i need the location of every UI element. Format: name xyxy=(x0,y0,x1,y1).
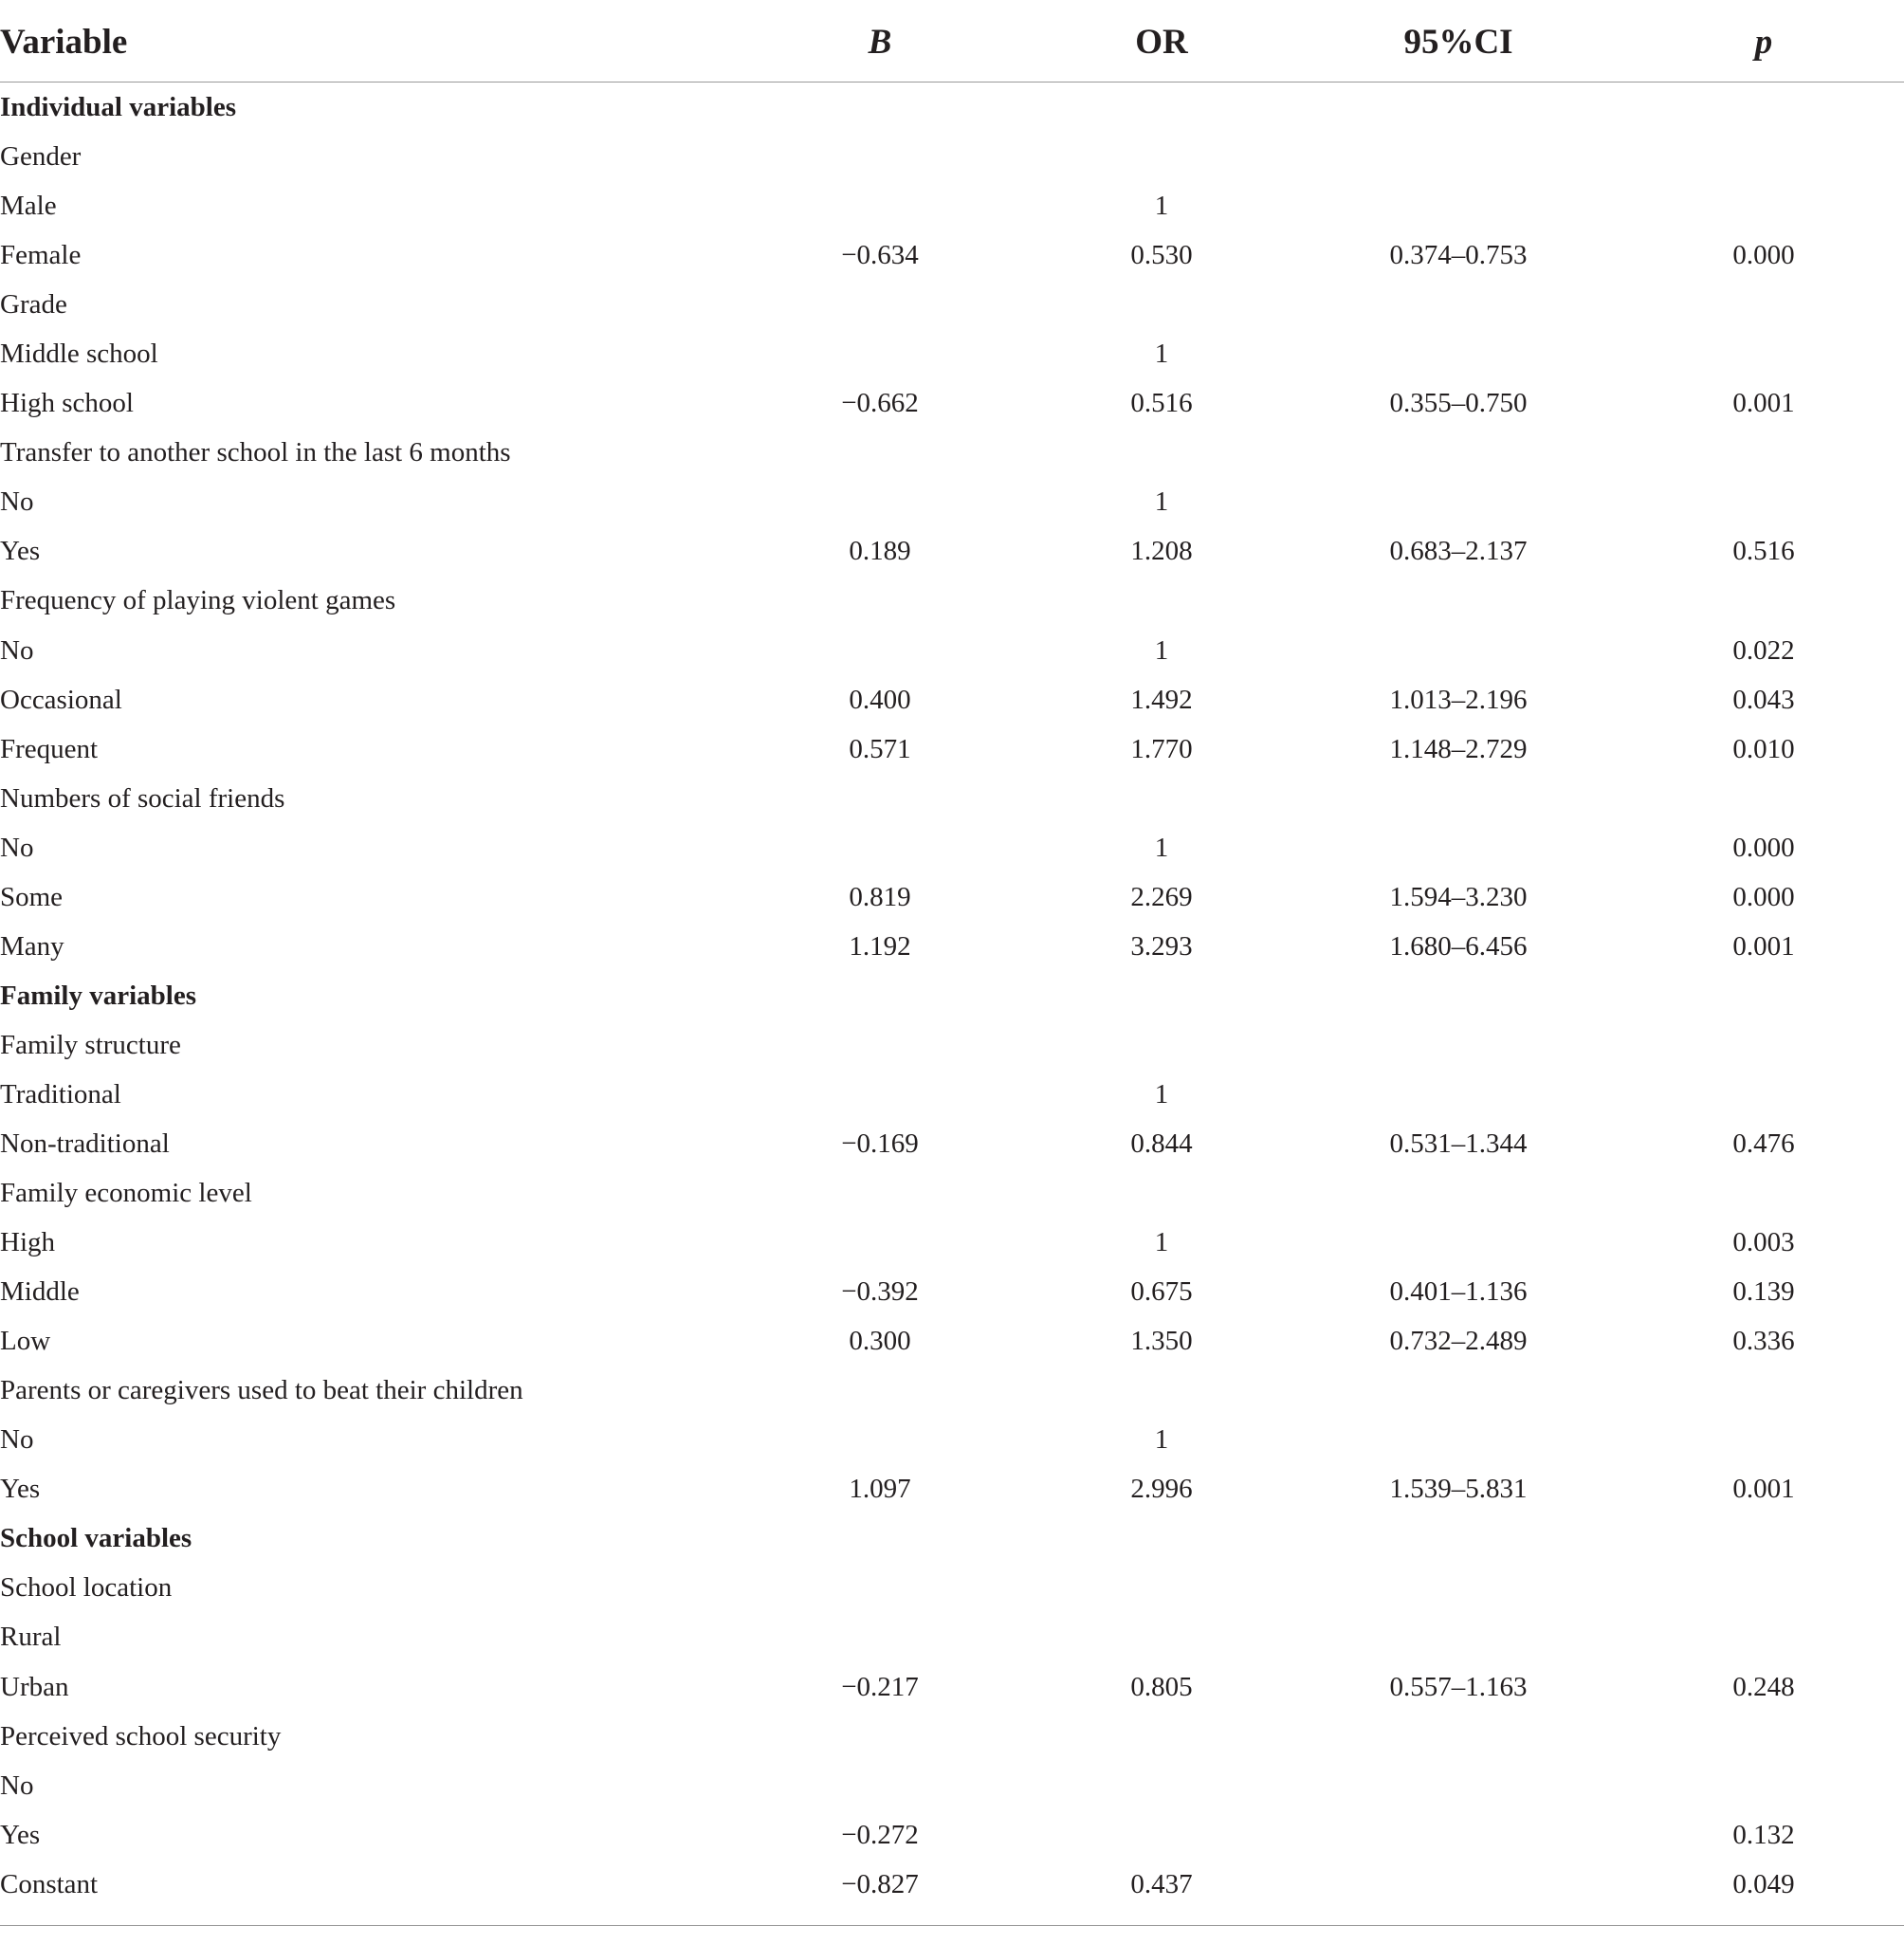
cell-ci xyxy=(1316,1712,1601,1761)
cell-b xyxy=(785,181,975,230)
cell-p: 0.001 xyxy=(1732,1474,1795,1505)
cell-b xyxy=(785,774,975,823)
cell-variable: Yes xyxy=(0,1819,41,1850)
cell-or: 1 xyxy=(1154,1078,1169,1110)
cell-ci xyxy=(1316,576,1601,625)
cell-or: 1 xyxy=(1154,1424,1169,1456)
table-row xyxy=(0,774,1904,823)
cell-ci: 0.401–1.136 xyxy=(1389,1276,1528,1308)
cell-p xyxy=(1669,428,1858,477)
cell-or xyxy=(1067,1712,1256,1761)
cell-b xyxy=(785,132,975,181)
cell-p: 0.010 xyxy=(1732,733,1795,764)
cell-variable: Transfer to another school in the last 6 months xyxy=(0,437,511,468)
cell-or xyxy=(1067,1612,1256,1661)
cell-ci xyxy=(1316,428,1601,477)
cell-or: 1.350 xyxy=(1130,1326,1193,1357)
cell-p xyxy=(1669,1020,1858,1070)
cell-ci xyxy=(1316,1612,1601,1661)
cell-ci xyxy=(1316,1860,1601,1909)
cell-ci: 1.148–2.729 xyxy=(1389,733,1528,764)
cell-variable: Family economic level xyxy=(0,1178,252,1209)
cell-b xyxy=(785,1020,975,1070)
cell-p xyxy=(1669,1366,1858,1415)
cell-ci xyxy=(1316,477,1601,526)
table-row xyxy=(0,132,1904,181)
cell-b: −0.662 xyxy=(841,388,919,419)
cell-ci xyxy=(1316,1218,1601,1267)
cell-or: 1 xyxy=(1154,634,1169,666)
cell-ci: 1.539–5.831 xyxy=(1389,1474,1528,1505)
table-row xyxy=(0,1464,1904,1513)
cell-or: 0.844 xyxy=(1130,1128,1193,1159)
section-header-row xyxy=(0,83,1904,132)
cell-or: 1 xyxy=(1154,191,1169,222)
table-row xyxy=(0,1415,1904,1464)
cell-ci: 0.531–1.344 xyxy=(1389,1128,1528,1159)
header-b: B xyxy=(868,23,892,62)
cell-or: 1.770 xyxy=(1130,733,1193,764)
cell-variable: Grade xyxy=(0,289,67,321)
table-row xyxy=(0,1712,1904,1761)
cell-variable: Numbers of social friends xyxy=(0,782,285,814)
cell-p xyxy=(1669,1168,1858,1218)
table-row xyxy=(0,823,1904,872)
cell-b xyxy=(785,280,975,329)
cell-p xyxy=(1669,1070,1858,1119)
section-header-row xyxy=(0,1513,1904,1563)
cell-p: 0.001 xyxy=(1732,388,1795,419)
cell-variable: Some xyxy=(0,881,64,912)
cell-ci xyxy=(1316,1563,1601,1612)
cell-or: 0.675 xyxy=(1130,1276,1193,1308)
cell-variable: Rural xyxy=(0,1622,62,1653)
table-row xyxy=(0,922,1904,971)
cell-or xyxy=(1067,428,1256,477)
cell-or xyxy=(1067,1513,1256,1563)
cell-p xyxy=(1669,576,1858,625)
cell-ci xyxy=(1316,1070,1601,1119)
header-variable: Variable xyxy=(0,23,128,62)
cell-or: 1 xyxy=(1154,339,1169,370)
cell-ci xyxy=(1316,823,1601,872)
cell-p: 0.022 xyxy=(1732,634,1795,666)
cell-variable: Family structure xyxy=(0,1029,181,1060)
table-row xyxy=(0,576,1904,625)
cell-variable: Middle school xyxy=(0,339,158,370)
cell-or: 0.437 xyxy=(1130,1868,1193,1899)
cell-variable: Perceived school security xyxy=(0,1720,282,1751)
cell-b: 1.097 xyxy=(849,1474,911,1505)
table-row xyxy=(0,1662,1904,1712)
cell-or xyxy=(1067,280,1256,329)
cell-p xyxy=(1669,971,1858,1020)
table-row xyxy=(0,1168,1904,1218)
cell-p xyxy=(1669,83,1858,132)
cell-p: 0.000 xyxy=(1732,881,1795,912)
cell-p: 0.516 xyxy=(1732,536,1795,567)
cell-ci xyxy=(1316,1020,1601,1070)
cell-variable: Yes xyxy=(0,536,41,567)
cell-variable: School variables xyxy=(0,1523,192,1554)
cell-b: −0.827 xyxy=(841,1868,919,1899)
cell-ci xyxy=(1316,83,1601,132)
cell-p xyxy=(1669,1712,1858,1761)
cell-b: 0.571 xyxy=(849,733,911,764)
cell-variable: No xyxy=(0,486,34,518)
cell-ci: 1.013–2.196 xyxy=(1389,684,1528,715)
cell-b xyxy=(785,428,975,477)
cell-b xyxy=(785,1712,975,1761)
cell-ci: 0.374–0.753 xyxy=(1389,240,1528,271)
table-row xyxy=(0,526,1904,576)
cell-variable: Middle xyxy=(0,1276,80,1308)
cell-variable: Female xyxy=(0,240,82,271)
cell-p xyxy=(1669,477,1858,526)
table-row xyxy=(0,1860,1904,1909)
cell-b xyxy=(785,83,975,132)
section-header-row xyxy=(0,971,1904,1020)
table-row xyxy=(0,1119,1904,1168)
cell-b: −0.392 xyxy=(841,1276,919,1308)
table-row xyxy=(0,1267,1904,1316)
cell-or xyxy=(1067,971,1256,1020)
cell-b: −0.634 xyxy=(841,240,919,271)
cell-ci xyxy=(1316,132,1601,181)
cell-or xyxy=(1067,83,1256,132)
table-row xyxy=(0,477,1904,526)
cell-ci: 0.557–1.163 xyxy=(1389,1671,1528,1702)
cell-or xyxy=(1067,1563,1256,1612)
cell-or xyxy=(1067,1366,1256,1415)
cell-or xyxy=(1067,774,1256,823)
cell-ci: 0.683–2.137 xyxy=(1389,536,1528,567)
header-ci: 95%CI xyxy=(1403,23,1513,62)
cell-p: 0.003 xyxy=(1732,1227,1795,1258)
cell-variable: No xyxy=(0,1770,34,1801)
table-row xyxy=(0,230,1904,280)
cell-b xyxy=(785,1168,975,1218)
cell-variable: Many xyxy=(0,930,64,962)
cell-ci xyxy=(1316,1761,1601,1810)
cell-or xyxy=(1067,576,1256,625)
cell-or: 0.805 xyxy=(1130,1671,1193,1702)
cell-variable: Yes xyxy=(0,1474,41,1505)
cell-variable: Low xyxy=(0,1326,51,1357)
table-row xyxy=(0,1563,1904,1612)
cell-b xyxy=(785,823,975,872)
cell-variable: Individual variables xyxy=(0,92,236,122)
table-row xyxy=(0,329,1904,378)
cell-p xyxy=(1669,1612,1858,1661)
cell-p xyxy=(1669,774,1858,823)
cell-or xyxy=(1067,1761,1256,1810)
cell-ci xyxy=(1316,1415,1601,1464)
cell-b xyxy=(785,1070,975,1119)
cell-ci xyxy=(1316,971,1601,1020)
table-header-row xyxy=(0,0,1904,83)
cell-b: 1.192 xyxy=(849,930,911,962)
table-row xyxy=(0,872,1904,922)
cell-or xyxy=(1067,1810,1256,1860)
cell-or xyxy=(1067,132,1256,181)
cell-or: 2.996 xyxy=(1130,1474,1193,1505)
cell-b: 0.400 xyxy=(849,684,911,715)
cell-p xyxy=(1669,181,1858,230)
cell-or: 1.492 xyxy=(1130,684,1193,715)
cell-variable: Gender xyxy=(0,141,82,173)
cell-or xyxy=(1067,1020,1256,1070)
cell-variable: Parents or caregivers used to beat their children xyxy=(0,1375,523,1406)
cell-b xyxy=(785,1218,975,1267)
cell-variable: Constant xyxy=(0,1868,99,1899)
cell-ci: 1.594–3.230 xyxy=(1389,881,1528,912)
cell-b: 0.189 xyxy=(849,536,911,567)
table-body xyxy=(0,83,1904,1909)
cell-ci xyxy=(1316,1513,1601,1563)
cell-variable: Male xyxy=(0,191,57,222)
cell-b: −0.169 xyxy=(841,1128,919,1159)
cell-b xyxy=(785,1612,975,1661)
cell-or: 0.516 xyxy=(1130,388,1193,419)
cell-variable: No xyxy=(0,634,34,666)
cell-p xyxy=(1669,1761,1858,1810)
cell-ci xyxy=(1316,1810,1601,1860)
cell-ci: 0.355–0.750 xyxy=(1389,388,1528,419)
cell-b xyxy=(785,477,975,526)
cell-ci xyxy=(1316,1168,1601,1218)
cell-or: 1 xyxy=(1154,486,1169,518)
cell-b: 0.300 xyxy=(849,1326,911,1357)
cell-b xyxy=(785,626,975,675)
table-row xyxy=(0,1366,1904,1415)
cell-p xyxy=(1669,1513,1858,1563)
table-row xyxy=(0,1020,1904,1070)
cell-b xyxy=(785,1513,975,1563)
cell-ci: 1.680–6.456 xyxy=(1389,930,1528,962)
cell-p: 0.043 xyxy=(1732,684,1795,715)
cell-or: 3.293 xyxy=(1130,930,1193,962)
table-row xyxy=(0,378,1904,428)
cell-ci xyxy=(1316,1366,1601,1415)
cell-variable: Frequency of playing violent games xyxy=(0,585,396,616)
cell-p: 0.476 xyxy=(1732,1128,1795,1159)
cell-or: 0.530 xyxy=(1130,240,1193,271)
table-row xyxy=(0,675,1904,724)
cell-variable: School location xyxy=(0,1572,173,1604)
cell-p: 0.049 xyxy=(1732,1868,1795,1899)
cell-variable: No xyxy=(0,832,34,863)
cell-ci xyxy=(1316,774,1601,823)
cell-p xyxy=(1669,132,1858,181)
table-row xyxy=(0,1612,1904,1661)
cell-variable: Frequent xyxy=(0,733,99,764)
table-row xyxy=(0,280,1904,329)
cell-b xyxy=(785,1415,975,1464)
cell-or: 1 xyxy=(1154,1227,1169,1258)
cell-p: 0.001 xyxy=(1732,930,1795,962)
cell-b xyxy=(785,1761,975,1810)
cell-p xyxy=(1669,280,1858,329)
cell-ci xyxy=(1316,280,1601,329)
cell-b xyxy=(785,1366,975,1415)
table-row xyxy=(0,1316,1904,1366)
header-p: p xyxy=(1754,23,1773,62)
cell-or: 2.269 xyxy=(1130,881,1193,912)
cell-p: 0.336 xyxy=(1732,1326,1795,1357)
cell-ci xyxy=(1316,626,1601,675)
table-row xyxy=(0,181,1904,230)
cell-p xyxy=(1669,1415,1858,1464)
cell-b: 0.819 xyxy=(849,881,911,912)
cell-b xyxy=(785,971,975,1020)
cell-p: 0.000 xyxy=(1732,240,1795,271)
table-row xyxy=(0,724,1904,774)
cell-variable: Family variables xyxy=(0,980,197,1011)
cell-variable: No xyxy=(0,1424,34,1456)
cell-variable: Occasional xyxy=(0,684,122,715)
table-row xyxy=(0,1810,1904,1860)
cell-variable: High xyxy=(0,1227,55,1258)
cell-b xyxy=(785,576,975,625)
cell-b xyxy=(785,1563,975,1612)
table-row xyxy=(0,1761,1904,1810)
cell-variable: Traditional xyxy=(0,1078,121,1110)
cell-p: 0.248 xyxy=(1732,1671,1795,1702)
cell-or: 1.208 xyxy=(1130,536,1193,567)
cell-variable: Non-traditional xyxy=(0,1128,170,1159)
table-bottom-rule xyxy=(0,1925,1904,1926)
cell-or: 1 xyxy=(1154,832,1169,863)
table-row xyxy=(0,1218,1904,1267)
cell-ci xyxy=(1316,181,1601,230)
cell-b xyxy=(785,329,975,378)
table-row xyxy=(0,428,1904,477)
cell-p: 0.139 xyxy=(1732,1276,1795,1308)
cell-variable: Urban xyxy=(0,1671,69,1702)
cell-variable: High school xyxy=(0,388,134,419)
cell-ci: 0.732–2.489 xyxy=(1389,1326,1528,1357)
table-row xyxy=(0,626,1904,675)
cell-ci xyxy=(1316,329,1601,378)
cell-or xyxy=(1067,1168,1256,1218)
cell-p: 0.132 xyxy=(1732,1819,1795,1850)
cell-p xyxy=(1669,1563,1858,1612)
cell-b: −0.217 xyxy=(841,1671,919,1702)
cell-p xyxy=(1669,329,1858,378)
table-row xyxy=(0,1070,1904,1119)
cell-b: −0.272 xyxy=(841,1819,919,1850)
cell-p: 0.000 xyxy=(1732,832,1795,863)
header-or: OR xyxy=(1135,23,1188,62)
